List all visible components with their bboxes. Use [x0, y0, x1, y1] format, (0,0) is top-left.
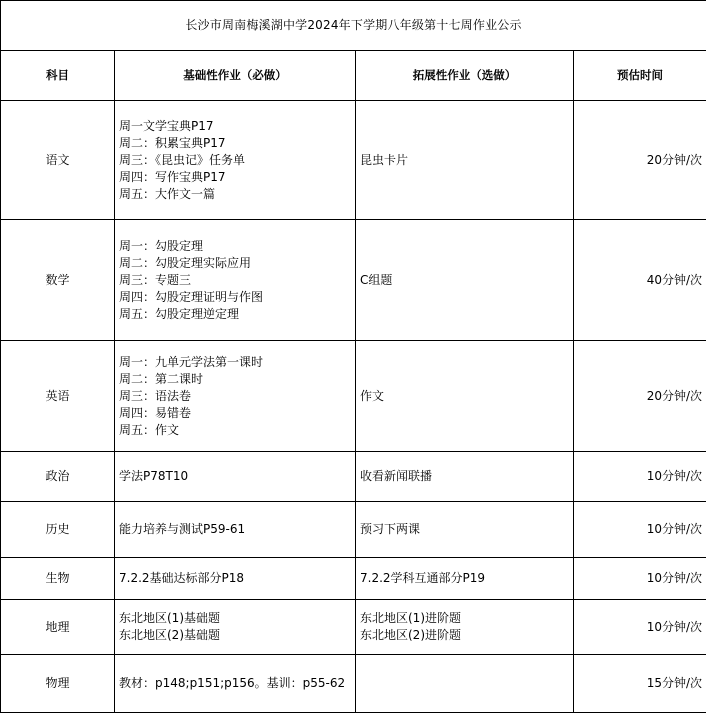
subject-cell: 英语: [1, 341, 115, 452]
basic-task-cell: [115, 558, 356, 600]
basic-task-line: 周二：勾股定理实际应用: [119, 255, 351, 272]
basic-task-line: 教材：p148;p151;p156。基训：p55-62: [119, 675, 351, 692]
extended-task-line: 东北地区(2)进阶题: [360, 627, 569, 644]
basic-task-line: 周五：作文: [119, 422, 351, 439]
table-row: [1, 220, 706, 341]
basic-task-line: 周二：第二课时: [119, 371, 351, 388]
basic-task-line: 周五：大作文一篇: [119, 186, 351, 203]
basic-task-line: 周三：语法卷: [119, 388, 351, 405]
extended-task-line: 东北地区(1)进阶题: [360, 610, 569, 627]
table-row: [1, 452, 706, 502]
basic-task-cell: [115, 655, 356, 713]
estimated-time-cell: 10分钟/次: [574, 502, 706, 558]
estimated-time-cell: 20分钟/次: [574, 341, 706, 452]
basic-task-line: 学法P78T10: [119, 468, 351, 485]
estimated-time-cell: 15分钟/次: [574, 655, 706, 713]
basic-task-cell: [115, 502, 356, 558]
subject-cell: 语文: [1, 101, 115, 220]
basic-task-line: 周三：《昆虫记》任务单: [119, 152, 351, 169]
extended-task-cell: [356, 600, 574, 655]
extended-task-cell: [356, 655, 574, 713]
basic-task-line: 7.2.2基础达标部分P18: [119, 570, 351, 587]
table-row: [1, 341, 706, 452]
extended-task-line: 预习下两课: [360, 521, 569, 538]
header-time: 预估时间: [574, 51, 706, 101]
basic-task-cell: [115, 600, 356, 655]
basic-task-line: 东北地区(1)基础题: [119, 610, 351, 627]
basic-task-cell: [115, 341, 356, 452]
basic-task-cell: [115, 220, 356, 341]
subject-cell: 历史: [1, 502, 115, 558]
title-row: [1, 1, 706, 51]
basic-task-line: 周四：易错卷: [119, 405, 351, 422]
basic-task-line: 能力培养与测试P59-61: [119, 521, 351, 538]
header-extended: 拓展性作业（选做）: [356, 51, 574, 101]
extended-task-line: 昆虫卡片: [360, 152, 569, 169]
extended-task-cell: [356, 502, 574, 558]
subject-cell: 生物: [1, 558, 115, 600]
table-row: [1, 502, 706, 558]
table-row: [1, 558, 706, 600]
estimated-time-cell: 10分钟/次: [574, 452, 706, 502]
estimated-time-cell: 40分钟/次: [574, 220, 706, 341]
basic-task-line: 东北地区(2)基础题: [119, 627, 351, 644]
basic-task-cell: [115, 452, 356, 502]
extended-task-cell: [356, 101, 574, 220]
extended-task-cell: [356, 452, 574, 502]
basic-task-line: 周三：专题三: [119, 272, 351, 289]
basic-task-line: 周四：写作宝典P17: [119, 169, 351, 186]
extended-task-cell: [356, 341, 574, 452]
extended-task-cell: [356, 558, 574, 600]
table-row: [1, 655, 706, 713]
header-basic: 基础性作业（必做）: [115, 51, 356, 101]
extended-task-line: C组题: [360, 272, 569, 289]
basic-task-line: 周一文学宝典P17: [119, 118, 351, 135]
extended-task-line: 7.2.2学科互通部分P19: [360, 570, 569, 587]
subject-cell: 数学: [1, 220, 115, 341]
estimated-time-cell: 10分钟/次: [574, 600, 706, 655]
estimated-time-cell: 20分钟/次: [574, 101, 706, 220]
table-row: [1, 101, 706, 220]
basic-task-line: 周四：勾股定理证明与作图: [119, 289, 351, 306]
basic-task-line: 周五：勾股定理逆定理: [119, 306, 351, 323]
basic-task-cell: [115, 101, 356, 220]
page-title: 长沙市周南梅溪湖中学2024年下学期八年级第十七周作业公示: [1, 1, 706, 51]
subject-cell: 政治: [1, 452, 115, 502]
table-row: [1, 600, 706, 655]
subject-cell: 地理: [1, 600, 115, 655]
extended-task-line: 收看新闻联播: [360, 468, 569, 485]
basic-task-line: 周一：九单元学法第一课时: [119, 354, 351, 371]
basic-task-line: 周一：勾股定理: [119, 238, 351, 255]
extended-task-cell: [356, 220, 574, 341]
subject-cell: 物理: [1, 655, 115, 713]
basic-task-line: 周二：积累宝典P17: [119, 135, 351, 152]
extended-task-line: 作文: [360, 388, 569, 405]
header-subject: 科目: [1, 51, 115, 101]
header-row: [1, 51, 706, 101]
estimated-time-cell: 10分钟/次: [574, 558, 706, 600]
